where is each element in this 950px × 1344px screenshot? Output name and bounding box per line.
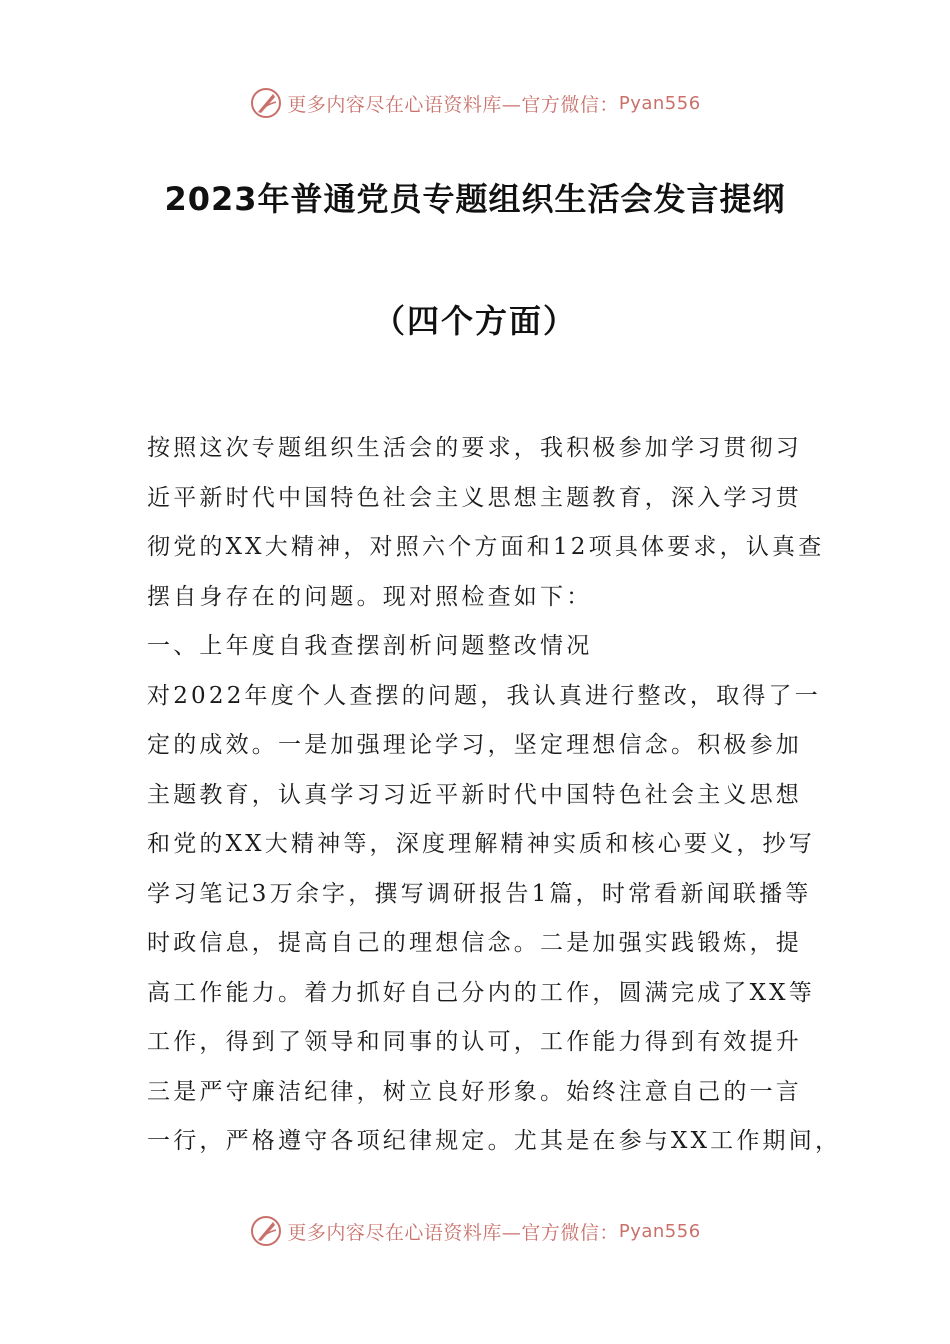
quill-logo-icon [249, 1214, 283, 1248]
body-line: 三是严守廉洁纪律，树立良好形象。始终注意自己的一言 [147, 1078, 802, 1105]
body-line: 定的成效。一是加强理论学习，坚定理想信念。积极参加 [147, 732, 802, 758]
watermark-text: 更多内容尽在心语资料库—官方微信： [287, 1221, 619, 1244]
watermark-wechat-id: Pyan556 [618, 92, 701, 114]
body-line: 和党的XX大精神等，深度理解精神实质和核心要义，抄写 [147, 831, 815, 857]
body-line: 学习笔记3万余字，撰写调研报告1篇，时常看新闻联播等 [147, 880, 812, 907]
section-heading: 一、上年度自我查摆剖析问题整改情况 [147, 633, 593, 659]
body-line: 工作，得到了领导和同事的认可，工作能力得到有效提升 [147, 1029, 802, 1055]
document-body [147, 424, 842, 1167]
quill-logo-icon [249, 86, 283, 120]
body-line: 摆自身存在的问题。现对照检查如下： [147, 583, 593, 610]
body-line: 高工作能力。着力抓好自己分内的工作，圆满完成了XX等 [147, 979, 815, 1006]
body-line: 时政信息，提高自己的理想信念。二是加强实践锻炼，提 [147, 930, 802, 956]
footer-watermark [0, 1211, 950, 1251]
watermark-text: 更多内容尽在心语资料库—官方微信： [287, 93, 619, 116]
header-watermark [0, 83, 950, 123]
body-line: 彻党的XX大精神，对照六个方面和12项具体要求，认真查 [147, 534, 825, 560]
body-line: 近平新时代中国特色社会主义思想主题教育，深入学习贯 [147, 484, 802, 511]
document-subtitle: （四个方面） [372, 302, 577, 340]
body-line: 按照这次专题组织生活会的要求，我积极参加学习贯彻习 [147, 435, 802, 461]
watermark-wechat-id: Pyan556 [618, 1220, 701, 1242]
document-title: 2023年普通党员专题组织生活会发言提纲 [164, 180, 786, 218]
body-line: 对2022年度个人查摆的问题，我认真进行整改，取得了一 [147, 682, 821, 709]
body-line: 主题教育，认真学习习近平新时代中国特色社会主义思想 [147, 781, 802, 808]
body-line: 一行，严格遵守各项纪律规定。尤其是在参与XX工作期间， [147, 1128, 842, 1154]
